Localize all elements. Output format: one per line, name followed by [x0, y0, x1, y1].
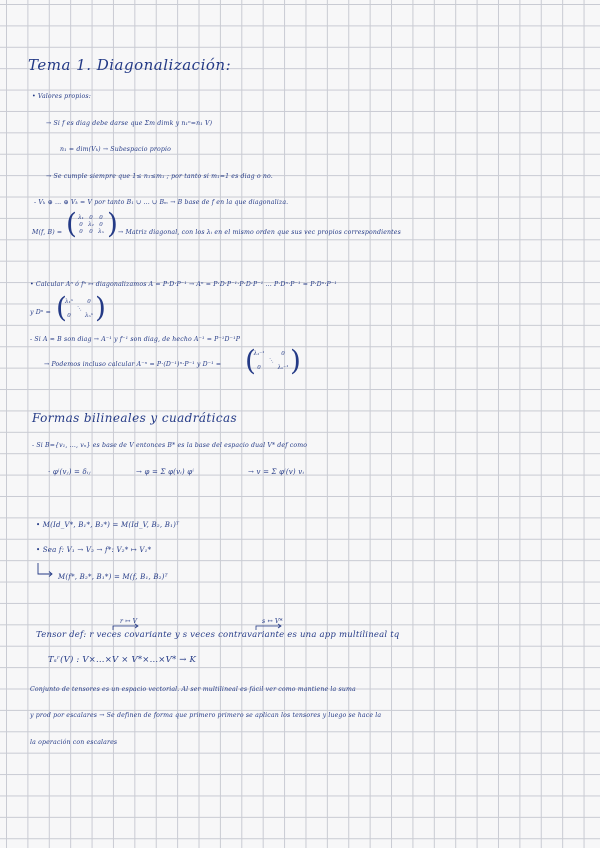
matrix-cell: λₙⁿ	[85, 313, 93, 319]
diagonal-matrix	[76, 215, 106, 236]
matrix-cell: ⋱	[76, 306, 82, 312]
matrix-cell: λₙ	[98, 229, 104, 235]
matrix-cell: ⋱	[268, 358, 274, 364]
tensor-definition-line: Tensor def: r veces covariante y s veces contravariante es una app multilineal tq	[36, 630, 400, 640]
dual-map-matrix-line: M(f*, B₂*, B₁*) = M(f, B₁, B₂)ᵀ	[58, 573, 168, 581]
bullet-valores-propios: • Valores propios:	[32, 93, 91, 100]
contravariant-overlabel: s ↦ V*	[262, 618, 283, 625]
matrix-cell: λ₁ⁿ	[65, 299, 73, 305]
matrix-right-paren: )	[107, 207, 118, 240]
kronecker-formula: · φⁱ(vⱼ) = δᵢⱼ	[48, 468, 91, 476]
subespacio-line: n₁ = dim(Vₖ) → Subespacio propio	[60, 146, 171, 153]
inequality-line: → Se cumple siempre que 1≤ n₁≤m₁ ; por tanto si m₁=1 es diag o no.	[46, 173, 273, 180]
matrix-cell: λ₁⁻¹	[253, 351, 265, 357]
dual-map-line: • Sea f: V₁ → V₂ → f*: V₂* ↦ V₁*	[36, 546, 152, 554]
diag-condition-line: → Si f es diag debe darse que Σm dimk y n₁ⁿ=n₁ V)	[46, 120, 213, 127]
phi-expansion-formula: → φ = Σ φ(vᵢ) φⁱ	[136, 468, 194, 476]
matrix-label: M(f, B) =	[32, 229, 63, 236]
matrix-cell: λₙ⁻¹	[277, 365, 289, 371]
tensor-paragraph-line-3: la operación con escalares	[30, 739, 118, 746]
matrix-cell: 0	[257, 365, 261, 371]
matrix-cell: 0	[67, 313, 71, 319]
dn-left-paren: (	[56, 291, 67, 324]
matrix-cell: 0	[89, 215, 93, 221]
matrix-cell: 0	[89, 229, 93, 235]
matrix-cell: 0	[79, 229, 83, 235]
matrix-note: → Matriz diagonal, con los λᵢ en el mismo orden que sus vec propios correspondientes	[118, 229, 401, 236]
matrix-cell: 0	[79, 222, 83, 228]
hook-arrow-icon	[36, 562, 56, 580]
tensor-paragraph-line-2: y prod por escalares → Se definen de forma que primero primero se aplican los tensores y luego se hace la	[30, 712, 382, 719]
matrix-cell	[265, 365, 277, 372]
matrix-cell	[84, 306, 94, 313]
dn-right-paren: )	[95, 291, 106, 324]
dn-matrix	[64, 299, 94, 320]
covariant-overlabel: r ↦ V	[120, 618, 138, 625]
matrix-cell: λ₁	[78, 215, 84, 221]
matrix-cell	[74, 299, 84, 306]
matrix-cell	[253, 358, 265, 365]
dual-identity-matrix-line: • M(Id_V*, B₁*, B₂*) = M(Id_V, B₂, B₁)ᵀ	[36, 521, 180, 529]
v-expansion-formula: → v = Σ φⁱ(v) vᵢ	[248, 468, 305, 476]
title-underline	[28, 74, 206, 75]
matrix-cell	[265, 351, 277, 358]
matrix-cell: 0	[99, 222, 103, 228]
section-title-formas-bilineales: Formas bilineales y cuadráticas	[32, 411, 238, 425]
matrix-cell	[64, 306, 74, 313]
inverse-line: - Si A ≈ B son diag → A⁻¹ y f⁻¹ son diag, de hecho A⁻¹ = P⁻¹D⁻¹P	[30, 336, 241, 343]
matrix-cell: 0	[99, 215, 103, 221]
dn-label: y Dⁿ =	[30, 309, 51, 316]
matrix-cell: 0	[281, 351, 285, 357]
matrix-cell: λ₂	[88, 222, 94, 228]
inv-right-paren: )	[290, 344, 301, 377]
matrix-left-paren: (	[66, 207, 77, 240]
matrix-cell	[74, 313, 84, 320]
page-title: Tema 1. Diagonalización:	[28, 56, 232, 74]
calc-power-line: • Calcular Aⁿ ó fⁿ ↦ diagonalizamos A = P·D·P⁻¹ → Aⁿ = P·D·P⁻¹·P·D·P⁻¹ ... P·Dⁿ·P⁻¹ = P·Dⁿ·P⁻¹	[30, 281, 337, 288]
inv-left-paren: (	[245, 344, 256, 377]
matrix-cell: 0	[87, 299, 91, 305]
matrix-cell	[277, 358, 289, 365]
dual-basis-line: - Si B={v₁, ..., vₙ} es base de V entonces B* es la base del espacio dual V* def como	[32, 442, 308, 449]
inverse-matrix	[253, 351, 289, 372]
direct-sum-line: - Vₖ ⊕ ... ⊕ Vₖ = V por tanto B₁ ∪ ... ∪ Bₘ → B base de f en la que diagonaliza.	[34, 199, 289, 206]
inverse-power-line: → Podemos incluso calcular A⁻ⁿ = P·(D⁻¹)ⁿ·P⁻¹ y D⁻¹ =	[44, 361, 222, 368]
tensor-formula: Tₛʳ(V) : V×...×V × V*×...×V* → K	[48, 655, 197, 665]
tensor-paragraph-line-1: Conjunto de tensores es un espacio vectorial. Al ser multilineal es fácil ver como mantiene la suma	[30, 686, 356, 693]
